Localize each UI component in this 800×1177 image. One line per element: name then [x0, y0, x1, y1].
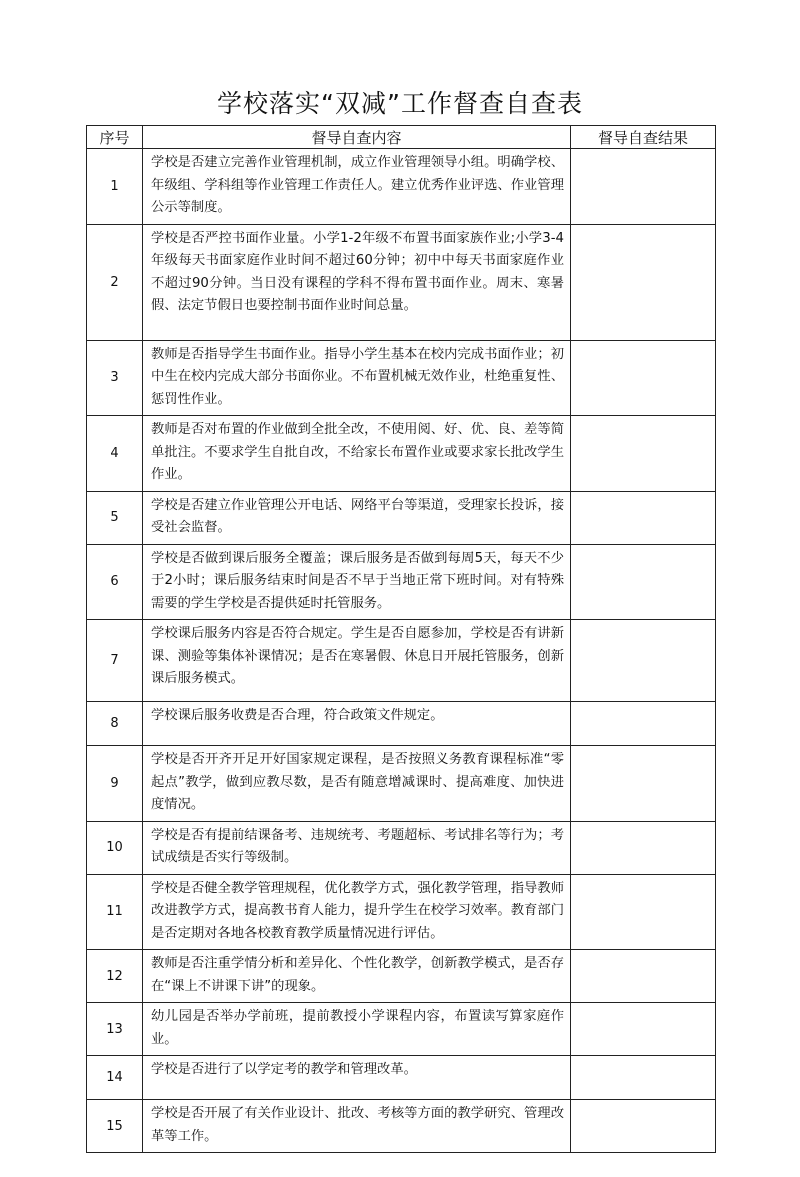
row-content: 学校是否健全教学管理规程，优化教学方式，强化教学管理，指导教师改进教学方式，提高教书育人能力，提升学生在校学习效率。教育部门是否定期对各地各校教育教学质量情况进行评估。: [143, 874, 571, 950]
row-content: 学校是否开齐开足开好国家规定课程，是否按照义务教育课程标准“零起点”教学，做到应教尽数，是否有随意增减课时、提高难度、加快进度情况。: [143, 746, 571, 822]
row-result-cell[interactable]: [571, 1100, 716, 1153]
table-header-row: [87, 126, 716, 149]
row-number: 15: [87, 1100, 143, 1153]
table-row: [87, 821, 716, 874]
row-number: 9: [87, 746, 143, 822]
row-result-cell[interactable]: [571, 1056, 716, 1100]
table-row: [87, 224, 716, 340]
table-row: [87, 416, 716, 492]
row-content: 学校课后服务内容是否符合规定。学生是否自愿参加，学校是否有讲新课、测验等集体补课情况；是否在寒暑假、休息日开展托管服务，创新课后服务模式。: [143, 620, 571, 702]
row-result-cell[interactable]: [571, 821, 716, 874]
row-content: 教师是否注重学情分析和差异化、个性化教学，创新教学模式，是否存在“课上不讲课下讲”的现象。: [143, 950, 571, 1003]
row-number: 4: [87, 416, 143, 492]
row-result-cell[interactable]: [571, 1003, 716, 1056]
row-result-cell[interactable]: [571, 224, 716, 340]
row-number: 6: [87, 544, 143, 620]
table-row: [87, 149, 716, 225]
row-number: 2: [87, 224, 143, 340]
row-result-cell[interactable]: [571, 544, 716, 620]
row-content: 学校是否开展了有关作业设计、批改、考核等方面的教学研究、管理改革等工作。: [143, 1100, 571, 1153]
table-row: [87, 1003, 716, 1056]
table-row: [87, 544, 716, 620]
row-number: 10: [87, 821, 143, 874]
row-result-cell[interactable]: [571, 340, 716, 416]
row-result-cell[interactable]: [571, 874, 716, 950]
table-row: [87, 874, 716, 950]
row-content: 学校课后服务收费是否合理，符合政策文件规定。: [143, 702, 571, 746]
table-row: [87, 746, 716, 822]
table-row: [87, 702, 716, 746]
row-result-cell[interactable]: [571, 950, 716, 1003]
row-content: 学校是否建立完善作业管理机制，成立作业管理领导小组。明确学校、年级组、学科组等作业管理工作责任人。建立优秀作业评选、作业管理公示等制度。: [143, 149, 571, 225]
row-content: 学校是否建立作业管理公开电话、网络平台等渠道，受理家长投诉，接受社会监督。: [143, 491, 571, 544]
row-result-cell[interactable]: [571, 746, 716, 822]
row-content: 学校是否严控书面作业量。小学1-2年级不布置书面家族作业;小学3-4年级每天书面家庭作业时间不超过60分钟；初中中每天书面家庭作业不超过90分钟。当日没有课程的学科不得布置书面作业。周末、寒暑假、法定节假日也要控制书面作业时间总量。: [143, 224, 571, 340]
header-content: 督导自查内容: [143, 126, 571, 149]
row-number: 5: [87, 491, 143, 544]
row-content: 教师是否对布置的作业做到全批全改，不使用阅、好、优、良、差等简单批注。不要求学生自批自改，不给家长布置作业或要求家长批改学生作业。: [143, 416, 571, 492]
row-result-cell[interactable]: [571, 620, 716, 702]
row-content: 学校是否做到课后服务全覆盖；课后服务是否做到每周5天，每天不少于2小时；课后服务结束时间是否不早于当地正常下班时间。对有特殊需要的学生学校是否提供延时托管服务。: [143, 544, 571, 620]
table-row: [87, 950, 716, 1003]
row-number: 14: [87, 1056, 143, 1100]
row-content: 学校是否有提前结课备考、违规统考、考题超标、考试排名等行为；考试成绩是否实行等级制。: [143, 821, 571, 874]
table-row: [87, 620, 716, 702]
row-result-cell[interactable]: [571, 702, 716, 746]
row-result-cell[interactable]: [571, 149, 716, 225]
header-result: 督导自查结果: [571, 126, 716, 149]
table-row: [87, 340, 716, 416]
row-number: 11: [87, 874, 143, 950]
row-result-cell[interactable]: [571, 491, 716, 544]
row-number: 7: [87, 620, 143, 702]
row-content: 教师是否指导学生书面作业。指导小学生基本在校内完成书面作业；初中生在校内完成大部分书面你业。不布置机械无效作业，杜绝重复性、惩罚性作业。: [143, 340, 571, 416]
row-number: 3: [87, 340, 143, 416]
row-number: 8: [87, 702, 143, 746]
self-check-table: [86, 125, 716, 1153]
row-content: 学校是否进行了以学定考的教学和管理改革。: [143, 1056, 571, 1100]
row-number: 13: [87, 1003, 143, 1056]
header-seq: 序号: [87, 126, 143, 149]
table-row: [87, 491, 716, 544]
row-result-cell[interactable]: [571, 416, 716, 492]
table-row: [87, 1056, 716, 1100]
table-row: [87, 1100, 716, 1153]
row-number: 12: [87, 950, 143, 1003]
row-number: 1: [87, 149, 143, 225]
page-title: 学校落实“双减”工作督查自查表: [217, 89, 583, 118]
row-content: 幼儿园是否举办学前班，提前教授小学课程内容，布置读写算家庭作业。: [143, 1003, 571, 1056]
